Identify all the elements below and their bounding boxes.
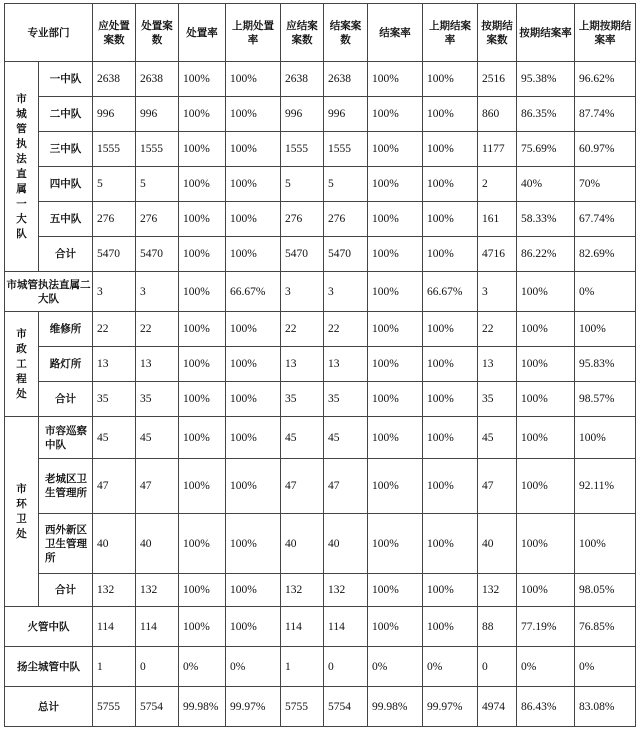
value-cell: 100% [226,62,281,97]
value-cell: 132 [93,574,136,607]
value-cell: 0 [324,647,368,687]
value-cell: 40 [478,514,517,574]
value-cell: 100% [179,312,226,347]
value-cell: 13 [136,347,179,382]
value-cell: 276 [93,202,136,237]
value-cell: 3 [136,272,179,312]
value-cell: 100% [368,514,423,574]
row-label: 一中队 [39,62,93,97]
value-cell: 1555 [93,132,136,167]
value-cell: 0% [423,647,478,687]
value-cell: 0% [575,272,636,312]
row-label: 二中队 [39,97,93,132]
table-row [5,459,636,514]
row-label: 老城区卫生管理所 [39,459,93,514]
value-cell: 5 [93,167,136,202]
value-cell: 100% [423,62,478,97]
value-cell: 100% [226,132,281,167]
value-cell: 100% [423,607,478,647]
row-label: 三中队 [39,132,93,167]
value-cell: 98.05% [575,574,636,607]
table-row [5,574,636,607]
value-cell: 100% [179,459,226,514]
value-cell: 100% [423,347,478,382]
value-cell: 67.74% [575,202,636,237]
value-cell: 47 [93,459,136,514]
value-cell: 86.43% [517,687,575,727]
value-cell: 35 [93,382,136,417]
value-cell: 76.85% [575,607,636,647]
value-cell: 100% [179,272,226,312]
row-label: 市容巡察中队 [39,417,93,459]
value-cell: 100% [226,417,281,459]
value-cell: 2638 [324,62,368,97]
value-cell: 22 [93,312,136,347]
value-cell: 45 [136,417,179,459]
value-cell: 22 [136,312,179,347]
value-cell: 132 [478,574,517,607]
value-cell: 60.97% [575,132,636,167]
value-cell: 1 [281,647,324,687]
value-cell: 2 [478,167,517,202]
table-row [5,647,636,687]
value-cell: 100% [423,417,478,459]
value-cell: 100% [517,312,575,347]
row-label: 四中队 [39,167,93,202]
group-label [5,417,39,607]
value-cell: 22 [281,312,324,347]
value-cell: 77.19% [517,607,575,647]
row-label: 维修所 [39,312,93,347]
table-row [5,417,636,459]
value-cell: 100% [179,62,226,97]
value-cell: 40% [517,167,575,202]
value-cell: 47 [136,459,179,514]
value-cell: 1555 [324,132,368,167]
group-text: 市城管执法直属一大队 [16,92,27,240]
header-cell: 上期按期结案率 [575,4,636,62]
value-cell: 99.97% [226,687,281,727]
value-cell: 100% [575,312,636,347]
value-cell: 996 [324,97,368,132]
value-cell: 100% [368,97,423,132]
row-label: 路灯所 [39,347,93,382]
value-cell: 2516 [478,62,517,97]
header-cell: 按期结案数 [478,4,517,62]
value-cell: 100% [368,312,423,347]
value-cell: 87.74% [575,97,636,132]
value-cell: 100% [179,167,226,202]
value-cell: 100% [226,607,281,647]
value-cell: 95.83% [575,347,636,382]
value-cell: 13 [478,347,517,382]
table-row [5,202,636,237]
value-cell: 132 [136,574,179,607]
table-row [5,312,636,347]
value-cell: 100% [368,607,423,647]
table-row [5,237,636,272]
value-cell: 47 [478,459,517,514]
value-cell: 22 [478,312,517,347]
value-cell: 0% [226,647,281,687]
value-cell: 100% [226,97,281,132]
value-cell: 100% [517,417,575,459]
value-cell: 100% [226,167,281,202]
value-cell: 5470 [324,237,368,272]
value-cell: 100% [575,514,636,574]
value-cell: 100% [226,202,281,237]
header-cell: 结案案数 [324,4,368,62]
value-cell: 2638 [136,62,179,97]
row-label: 合计 [39,382,93,417]
value-cell: 86.22% [517,237,575,272]
value-cell: 98.57% [575,382,636,417]
value-cell: 100% [368,574,423,607]
value-cell: 99.98% [368,687,423,727]
value-cell: 5470 [281,237,324,272]
value-cell: 22 [324,312,368,347]
value-cell: 4974 [478,687,517,727]
value-cell: 47 [281,459,324,514]
value-cell: 114 [281,607,324,647]
value-cell: 1555 [136,132,179,167]
value-cell: 75.69% [517,132,575,167]
value-cell: 99.97% [423,687,478,727]
value-cell: 100% [179,202,226,237]
header-cell: 应结案案数 [281,4,324,62]
value-cell: 86.35% [517,97,575,132]
value-cell: 100% [226,459,281,514]
value-cell: 132 [281,574,324,607]
value-cell: 276 [136,202,179,237]
value-cell: 100% [517,574,575,607]
value-cell: 100% [517,347,575,382]
value-cell: 100% [226,312,281,347]
value-cell: 0 [478,647,517,687]
row-label: 合计 [39,574,93,607]
value-cell: 1177 [478,132,517,167]
value-cell: 82.69% [575,237,636,272]
value-cell: 100% [423,514,478,574]
value-cell: 1555 [281,132,324,167]
value-cell: 45 [93,417,136,459]
header-cell: 处置率 [179,4,226,62]
value-cell: 100% [179,607,226,647]
header-cell: 按期结案率 [517,4,575,62]
value-cell: 13 [324,347,368,382]
value-cell: 100% [368,202,423,237]
group-label [5,312,39,417]
value-cell: 100% [179,132,226,167]
value-cell: 276 [324,202,368,237]
value-cell: 2638 [281,62,324,97]
value-cell: 0% [179,647,226,687]
value-cell: 100% [226,347,281,382]
value-cell: 996 [93,97,136,132]
value-cell: 100% [368,347,423,382]
value-cell: 100% [179,97,226,132]
value-cell: 0% [575,647,636,687]
value-cell: 100% [179,574,226,607]
value-cell: 70% [575,167,636,202]
value-cell: 100% [179,514,226,574]
table-row [5,514,636,574]
value-cell: 0% [368,647,423,687]
value-cell: 95.38% [517,62,575,97]
value-cell: 96.62% [575,62,636,97]
value-cell: 100% [226,382,281,417]
value-cell: 100% [517,272,575,312]
value-cell: 100% [179,382,226,417]
total-label: 总计 [5,687,93,727]
value-cell: 13 [93,347,136,382]
value-cell: 0% [517,647,575,687]
value-cell: 114 [93,607,136,647]
value-cell: 5470 [136,237,179,272]
table-row [5,607,636,647]
value-cell: 40 [324,514,368,574]
value-cell: 83.08% [575,687,636,727]
value-cell: 88 [478,607,517,647]
value-cell: 100% [368,382,423,417]
value-cell: 58.33% [517,202,575,237]
group-label: 市城管执法直属二大队 [5,272,93,312]
group-label: 火管中队 [5,607,93,647]
value-cell: 100% [368,417,423,459]
value-cell: 45 [324,417,368,459]
value-cell: 100% [368,272,423,312]
value-cell: 114 [136,607,179,647]
value-cell: 100% [368,62,423,97]
value-cell: 100% [179,237,226,272]
table-row [5,97,636,132]
value-cell: 47 [324,459,368,514]
header-cell: 处置案数 [136,4,179,62]
table-row [5,167,636,202]
value-cell: 100% [368,459,423,514]
row-label: 合计 [39,237,93,272]
row-label: 五中队 [39,202,93,237]
value-cell: 5755 [93,687,136,727]
value-cell: 5754 [136,687,179,727]
table-row [5,272,636,312]
value-cell: 100% [368,237,423,272]
value-cell: 100% [226,514,281,574]
value-cell: 40 [136,514,179,574]
value-cell: 5754 [324,687,368,727]
value-cell: 161 [478,202,517,237]
value-cell: 100% [423,237,478,272]
value-cell: 5 [136,167,179,202]
value-cell: 3 [93,272,136,312]
header-dept: 专业部门 [5,4,93,62]
value-cell: 4716 [478,237,517,272]
value-cell: 40 [93,514,136,574]
value-cell: 100% [423,132,478,167]
value-cell: 66.67% [226,272,281,312]
value-cell: 3 [281,272,324,312]
value-cell: 40 [281,514,324,574]
row-label: 西外新区卫生管理所 [39,514,93,574]
table-row [5,347,636,382]
value-cell: 5 [281,167,324,202]
value-cell: 100% [517,459,575,514]
value-cell: 35 [281,382,324,417]
group-label [5,62,39,272]
value-cell: 45 [478,417,517,459]
group-text: 市环卫处 [16,482,27,540]
header-row [5,4,636,62]
value-cell: 100% [423,97,478,132]
value-cell: 100% [368,132,423,167]
value-cell: 132 [324,574,368,607]
header-cell: 上期结案率 [423,4,478,62]
value-cell: 0 [136,647,179,687]
table-row [5,62,636,97]
value-cell: 100% [423,202,478,237]
value-cell: 5755 [281,687,324,727]
group-text: 市政工程处 [16,327,27,400]
group-label: 扬尘城管中队 [5,647,93,687]
header-cell: 结案率 [368,4,423,62]
value-cell: 860 [478,97,517,132]
value-cell: 45 [281,417,324,459]
value-cell: 2638 [93,62,136,97]
value-cell: 5470 [93,237,136,272]
value-cell: 92.11% [575,459,636,514]
header-cell: 应处置案数 [93,4,136,62]
value-cell: 100% [423,382,478,417]
value-cell: 996 [281,97,324,132]
value-cell: 276 [281,202,324,237]
value-cell: 100% [423,459,478,514]
value-cell: 100% [423,167,478,202]
value-cell: 100% [179,417,226,459]
value-cell: 3 [478,272,517,312]
value-cell: 3 [324,272,368,312]
value-cell: 35 [136,382,179,417]
table-row [5,382,636,417]
value-cell: 100% [226,237,281,272]
statistics-table [4,3,636,727]
value-cell: 13 [281,347,324,382]
value-cell: 100% [226,574,281,607]
table-row [5,687,636,727]
value-cell: 100% [423,574,478,607]
value-cell: 100% [575,417,636,459]
value-cell: 100% [423,312,478,347]
value-cell: 99.98% [179,687,226,727]
value-cell: 35 [478,382,517,417]
value-cell: 100% [517,382,575,417]
value-cell: 114 [324,607,368,647]
table-row [5,132,636,167]
value-cell: 996 [136,97,179,132]
value-cell: 5 [324,167,368,202]
value-cell: 66.67% [423,272,478,312]
value-cell: 100% [368,167,423,202]
value-cell: 35 [324,382,368,417]
value-cell: 100% [517,514,575,574]
value-cell: 100% [179,347,226,382]
header-cell: 上期处置率 [226,4,281,62]
value-cell: 1 [93,647,136,687]
